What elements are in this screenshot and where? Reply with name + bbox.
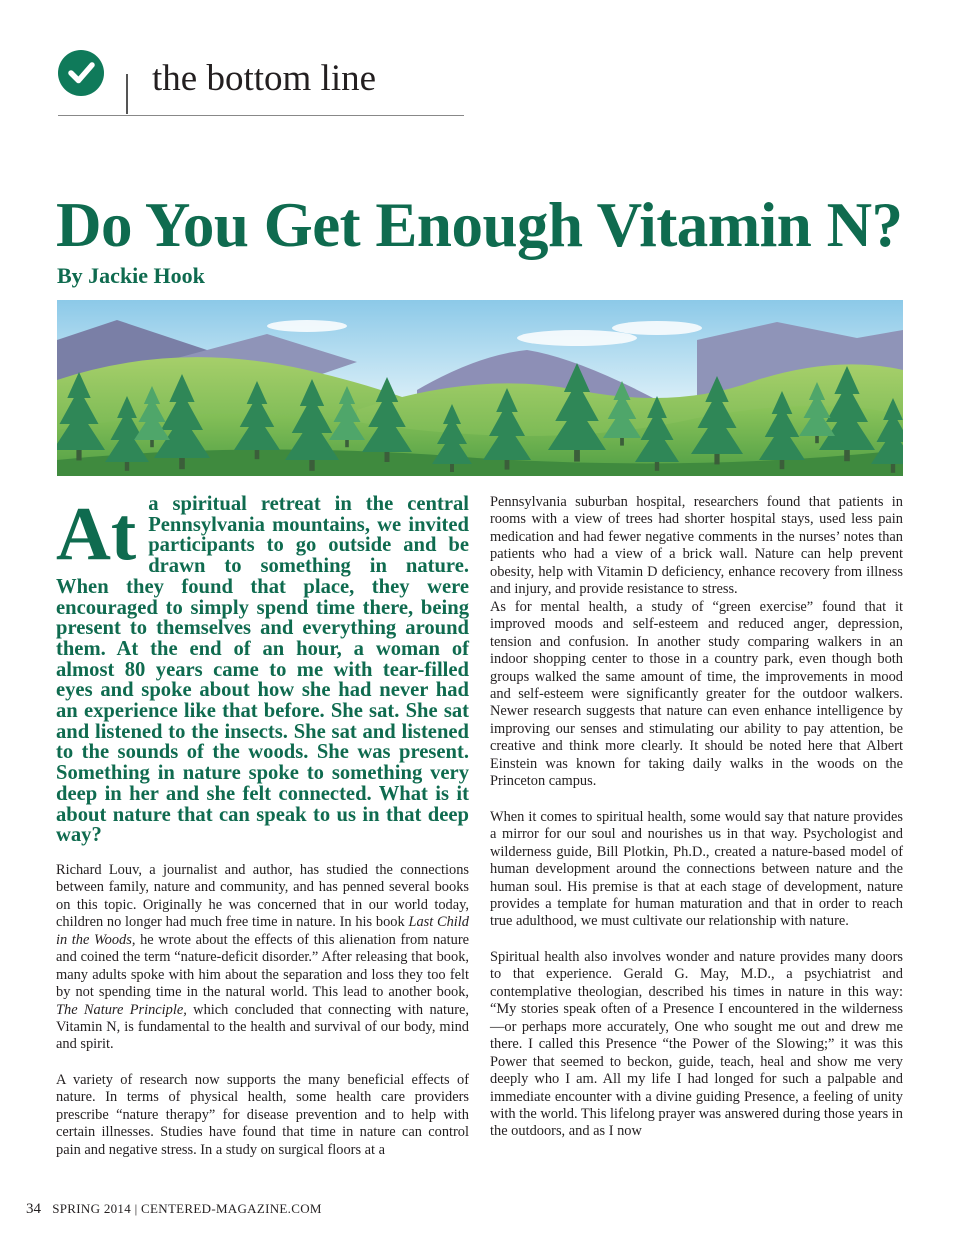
drop-cap: At [56,492,137,576]
paragraph-wonder: Spiritual health also involves wonder and nature provides many doors to that experience. Gerald G. May, M.D., a psychiatrist and contemplative theologian, described his times in nature in this way: “My stories speak often of a Presence I encountered in the wilderness—or perhaps more accurately, One who sought me out and drew me there. I called this Presence “the Power of the Slowing;” it was this Power that seemed to beckon, guide, teach, heal and show me very deeply who I am. All my life I had longed for such a palpable and immediate encounter with a divine guiding Presence, a feeling of unity with the world. This lifelong prayer was answered during those years in the outdoors, and as I now [490,948,903,1140]
paragraph-hospital-study: Pennsylvania suburban hospital, researchers found that patients in rooms with a view of trees had shorter hospital stays, used less pain medication and had fewer negative comments in the nurses’ notes than patients who had a view of a brick wall. Nature can help prevent obesity, help with Vitamin D deficiency, enhance recovery from illness and injury, and provide resistance to stress. [490,494,903,598]
header-divider [126,74,128,114]
header-rule [58,115,464,116]
article-byline: By Jackie Hook [57,263,205,288]
paragraph-text: which concluded that connecting with nature, Vitamin N, is fundamental to the health and survival of our body, mind and spirit. [56,1001,469,1053]
paragraph-spiritual-health: When it comes to spiritual health, some would say that nature provides a mirror for our soul and nourishes us in that way. Psychologist and wilderness guide, Bill Plotkin, Ph.D., created a nature-based model of human development around the connections between nature and the human soul. His premise is that at each stage of development, nature provides a template for human maturation and that in order to reach true adulthood, we must cultivate our relationship with nature. [490,808,903,930]
column-right [490,494,903,1141]
section-header [58,46,464,116]
page-footer [26,1201,322,1218]
check-circle-icon [58,50,104,96]
footer-info: SPRING 2014 | CENTERED-MAGAZINE.COM [52,1201,322,1216]
section-title: the bottom line [152,58,377,99]
column-left [56,494,469,1159]
book-title: The Nature Principle, [56,1001,187,1018]
forest-illustration [57,300,903,476]
page-number: 34 [26,1201,41,1217]
lead-paragraph [56,494,469,846]
paragraph-text: , he wrote about the effects of this alienation from nature and coined the term “nature-deficit disorder.” After releasing that book, many adults spoke with him about the separation and loss they too felt by not spending time in the natural world. This lead to another book, [56,931,469,1001]
paragraph-mental-health: As for mental health, a study of “green exercise” found that it improved moods and self-esteem and reduced anger, depression, tension and confusion. In another study comparing walkers in an indoor shopping center to those in a country park, even though both groups walked the same amount of time, the improvements in mood and self-esteem were significantly greater for the outdoor walkers. Newer research suggests that nature can even enhance intelligence by improving our senses and stimulating our ability to pay attention, be creative and think more clearly. It should be noted here that Albert Einstein was known for taking daily walks in the woods on the Princeton campus. [490,598,903,790]
lead-text: a spiritual retreat in the central Pennsylvania mountains, we invited participants to go outside and be drawn to something in nature. When they found that place, they were encouraged to simply spend time there, being present to themselves and everything around them. At the end of an hour, a woman of almost 80 years came to me with tear-filled eyes and spoke about how she had never had an experience like that before. She sat. She sat and listened to the insects. She sat and listened to the sounds of the woods. She was present. Something in nature spoke to something very deep in her and she felt connected. What is it about nature that can speak to us in that deep way? [56,493,469,847]
paragraph-text: Richard Louv, a journalist and author, has studied the connections between family, nature and community, and has penned several books on this topic. Originally he was concerned that in our world today, children no longer had much free time in nature. In his book [56,861,469,931]
book-title: Last Child in the Woods [56,914,469,948]
paragraph-research: A variety of research now supports the many beneficial effects of nature. In terms of physical health, some health care providers prescribe “nature therapy” for disease prevention and to help with certain illnesses. Studies have found that time in nature can control pain and negative stress. In a study on surgical floors at a [56,1071,469,1158]
article-headline: Do You Get Enough Vitamin N? [56,190,903,260]
paragraph-louv [56,862,469,1054]
